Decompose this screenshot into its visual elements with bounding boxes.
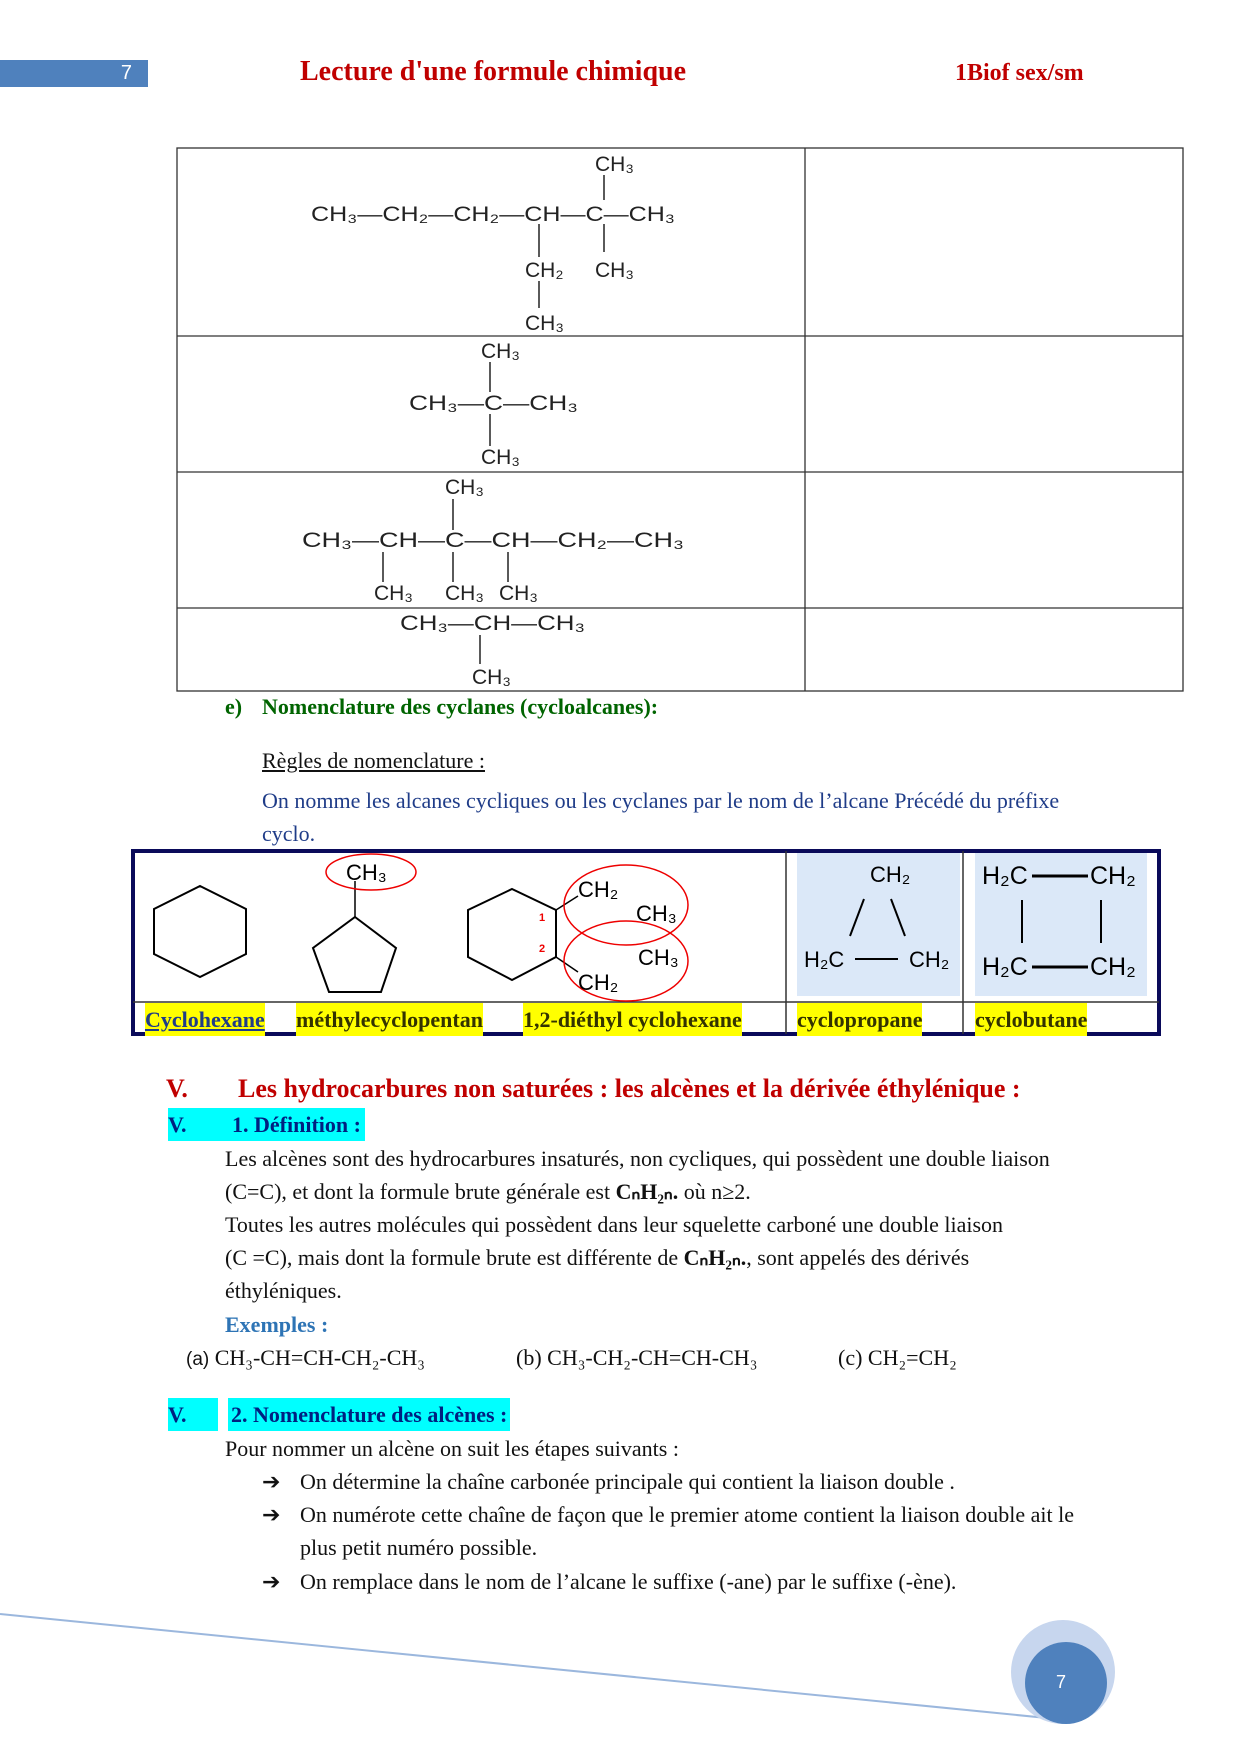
section-v-marker: V. xyxy=(166,1074,188,1103)
page-title: Lecture d'une formule chimique xyxy=(300,56,687,87)
name-diethylcyclohexane: 1,2-diéthyl cyclohexane xyxy=(523,1003,742,1036)
arrow-icon: ➔ xyxy=(262,1569,281,1594)
footer-line xyxy=(0,1614,1067,1720)
example-tag: (c) xyxy=(838,1345,863,1370)
text: , sont appelés des dérivés xyxy=(746,1245,970,1270)
nomenclature-marker: V. xyxy=(168,1398,218,1431)
example-formula: CH₂=CH₂ xyxy=(867,1345,957,1370)
position-1: 1 xyxy=(539,912,546,924)
name-cyclohexane[interactable]: Cyclohexane xyxy=(145,1003,265,1036)
definition-text xyxy=(225,1241,969,1274)
definition-text: Les alcènes sont des hydrocarbures insaturés, non cycliques, qui possèdent une double liaison xyxy=(225,1146,1050,1171)
text: (C =C), mais dont la formule brute est différente de xyxy=(225,1245,684,1270)
formula-label: CH₃ xyxy=(525,312,564,335)
section-e-title: Nomenclature des cyclanes (cycloalcanes): xyxy=(262,694,659,719)
step-item: On détermine la chaîne carbonée principale qui contient la liaison double . xyxy=(300,1469,955,1494)
methyl-label: CH₃ xyxy=(346,860,387,885)
example-c xyxy=(838,1341,957,1374)
definition-text: Toutes les autres molécules qui possèdent dans leur squelette carboné une double liaison xyxy=(225,1212,1004,1237)
examples-label: Exemples : xyxy=(225,1312,329,1337)
formula-label: CH₃ xyxy=(472,666,511,689)
definition-title: 1. Définition : xyxy=(218,1108,365,1141)
formula-label: CH₃ xyxy=(499,582,538,605)
arrow-icon: ➔ xyxy=(262,1502,281,1527)
page-number-tab: 7 xyxy=(0,60,148,87)
footer-page-number: 7 xyxy=(1056,1672,1067,1692)
cyclohexane-ring xyxy=(154,886,246,977)
general-formula: CₙH₂ₙ. xyxy=(683,1245,747,1270)
arrow-icon: ➔ xyxy=(262,1469,281,1494)
nomenclature-intro: Pour nommer un alcène on suit les étapes suivants : xyxy=(225,1436,679,1461)
formula-label: CH₃ xyxy=(481,340,520,363)
rule-text: On nomme les alcanes cycliques ou les cyclanes par le nom de l’alcane Précédé du préfixe xyxy=(262,788,1060,813)
cyclobutane-h2c: H₂C xyxy=(982,953,1028,981)
cyclobutane-h2c: H₂C xyxy=(982,862,1028,890)
diethyl-cyclohexane-ring xyxy=(468,889,556,980)
ethyl-ch2-label: CH₂ xyxy=(578,877,619,902)
definition-text: éthyléniques. xyxy=(225,1278,342,1303)
formula-label: CH₃—CH—C—CH—CH₂—CH₃ xyxy=(302,529,684,552)
ethyl-ch2-label: CH₂ xyxy=(578,970,619,995)
example-formula: CH₃-CH₂-CH=CH-CH₃ xyxy=(547,1345,758,1370)
nomenclature-title: 2. Nomenclature des alcènes : xyxy=(228,1398,510,1431)
formula-label: CH₃ xyxy=(595,259,634,282)
formula-label: CH₃ xyxy=(374,582,413,605)
definition-marker: V. xyxy=(168,1108,218,1141)
formula-label: CH₃ xyxy=(445,476,484,499)
class-label: 1Biof sex/sm xyxy=(955,60,1084,86)
cyclobutane-ch2: CH₂ xyxy=(1090,862,1136,890)
formula-label: CH₃—CH₂—CH₂—CH—C—CH₃ xyxy=(311,203,675,226)
step-item-cont: plus petit numéro possible. xyxy=(300,1535,538,1560)
general-formula: CₙH₂ₙ. xyxy=(615,1179,679,1204)
formula-table xyxy=(177,148,1183,691)
formula-label: CH₂ xyxy=(525,259,564,282)
name-cyclopropane: cyclopropane xyxy=(797,1003,922,1036)
section-v-title: Les hydrocarbures non saturées : les alcènes et la dérivée éthylénique : xyxy=(238,1074,1021,1103)
formula-label: CH₃ xyxy=(481,446,520,469)
cyclopentane-ring xyxy=(313,917,396,992)
step-item: On numérote cette chaîne de façon que le premier atome contient la liaison double ait le xyxy=(300,1502,1074,1527)
rule-text-cont: cyclo. xyxy=(262,821,316,846)
text: où n≥2. xyxy=(678,1179,751,1204)
step-item: On remplace dans le nom de l’alcane le suffixe (-ane) par le suffixe (-ène). xyxy=(300,1569,957,1594)
ethyl-ch3-label: CH₃ xyxy=(636,901,677,926)
formula-label: CH₃ xyxy=(595,153,634,176)
example-tag: (b) xyxy=(516,1345,542,1370)
section-e-marker: e) xyxy=(225,694,243,719)
formula-label: CH₃—CH—CH₃ xyxy=(400,612,585,635)
example-formula: CH₃-CH=CH-CH₂-CH₃ xyxy=(214,1345,425,1370)
position-2: 2 xyxy=(539,943,546,955)
formula-label: CH₃ xyxy=(445,582,484,605)
cyclopropane-ch2-top: CH₂ xyxy=(870,862,911,887)
example-a xyxy=(186,1341,425,1376)
definition-text xyxy=(225,1175,751,1208)
text: (C=C), et dont la formule brute générale est xyxy=(225,1179,616,1204)
ethyl-ch3-label: CH₃ xyxy=(638,945,679,970)
example-b xyxy=(516,1341,757,1374)
example-tag: (a) xyxy=(186,1349,210,1370)
name-cyclobutane: cyclobutane xyxy=(975,1003,1087,1036)
cyclobutane-ch2: CH₂ xyxy=(1090,953,1136,981)
name-methylcyclopentane: méthylecyclopentan xyxy=(296,1003,483,1036)
formula-label: CH₃—C—CH₃ xyxy=(409,392,578,415)
cyclopropane-ch2-right: CH₂ xyxy=(909,947,950,972)
cyclopropane-h2c: H₂C xyxy=(804,947,845,972)
rules-label: Règles de nomenclature : xyxy=(262,748,485,773)
